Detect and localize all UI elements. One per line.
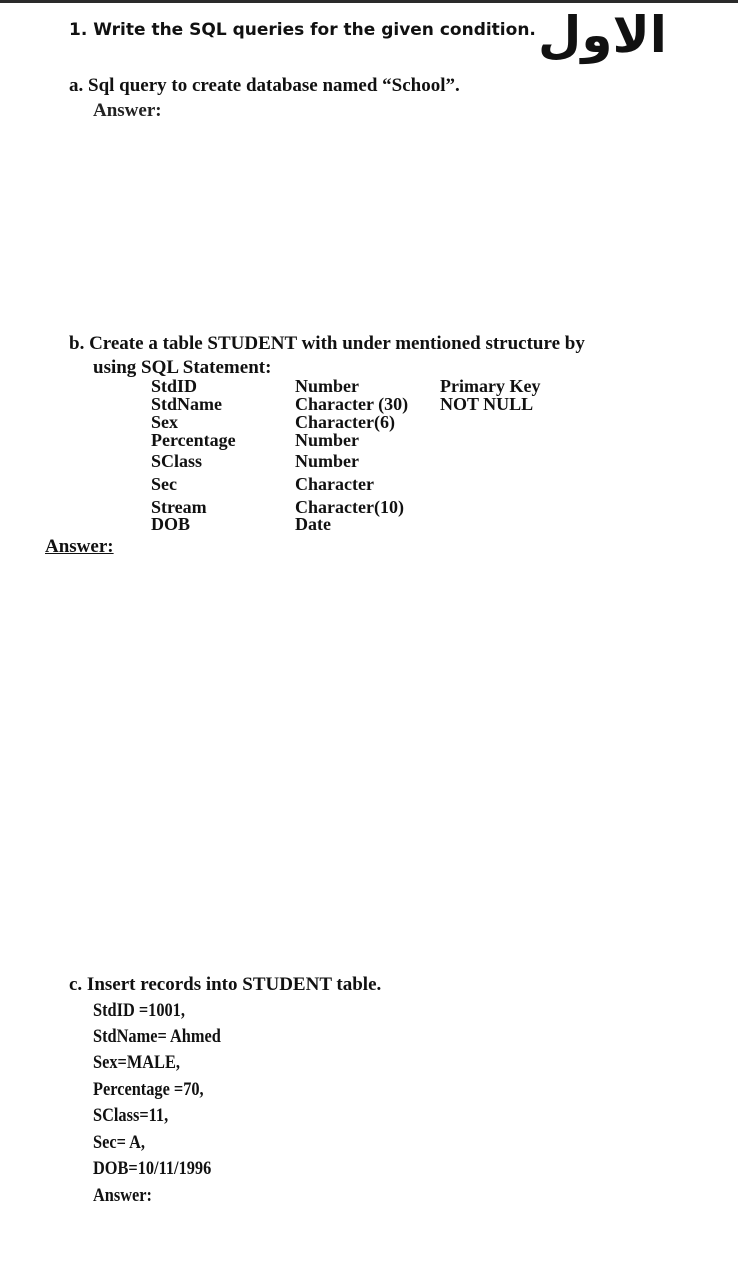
- part-a-answer-label: Answer:: [93, 100, 162, 121]
- field-type: Character (30): [295, 394, 409, 414]
- field-type: Character(6): [295, 412, 395, 432]
- field-type: Character(10): [295, 497, 404, 517]
- field-name: SClass: [151, 451, 203, 471]
- part-b-question-line2: using SQL Statement:: [93, 357, 272, 378]
- arabic-label: الاول: [538, 6, 667, 64]
- part-c-answer-label: Answer:: [93, 1185, 153, 1206]
- part-b-question-line1: b. Create a table STUDENT with under mentioned structure by: [69, 333, 585, 354]
- record-line: Sec= A,: [93, 1132, 145, 1153]
- part-b-answer-label: Answer:: [45, 536, 114, 557]
- field-constraint: Primary Key: [440, 376, 541, 396]
- field-name: DOB: [151, 514, 191, 534]
- part-c-question: c. Insert records into STUDENT table.: [69, 974, 382, 995]
- part-a-question: a. Sql query to create database named “School”.: [69, 75, 460, 96]
- field-name: StdName: [151, 394, 222, 414]
- record-line: Percentage =70,: [93, 1079, 204, 1100]
- field-name: StdID: [151, 376, 198, 396]
- record-line: DOB=10/11/1996: [93, 1158, 212, 1179]
- field-name: Percentage: [151, 430, 236, 450]
- field-type: Number: [295, 376, 359, 396]
- record-line: StdName= Ahmed: [93, 1026, 221, 1047]
- field-type: Date: [295, 514, 331, 534]
- record-line: Sex=MALE,: [93, 1052, 180, 1073]
- top-border: [0, 0, 738, 3]
- field-name: Sec: [151, 474, 177, 494]
- field-constraint: NOT NULL: [440, 394, 534, 414]
- field-name: Sex: [151, 412, 178, 432]
- field-type: Character: [295, 474, 374, 494]
- field-type: Number: [295, 430, 359, 450]
- question-1-heading: 1. Write the SQL queries for the given condition.: [69, 20, 536, 40]
- record-line: SClass=11,: [93, 1105, 169, 1126]
- field-type: Number: [295, 451, 359, 471]
- field-name: Stream: [151, 497, 207, 517]
- record-line: StdID =1001,: [93, 1000, 185, 1021]
